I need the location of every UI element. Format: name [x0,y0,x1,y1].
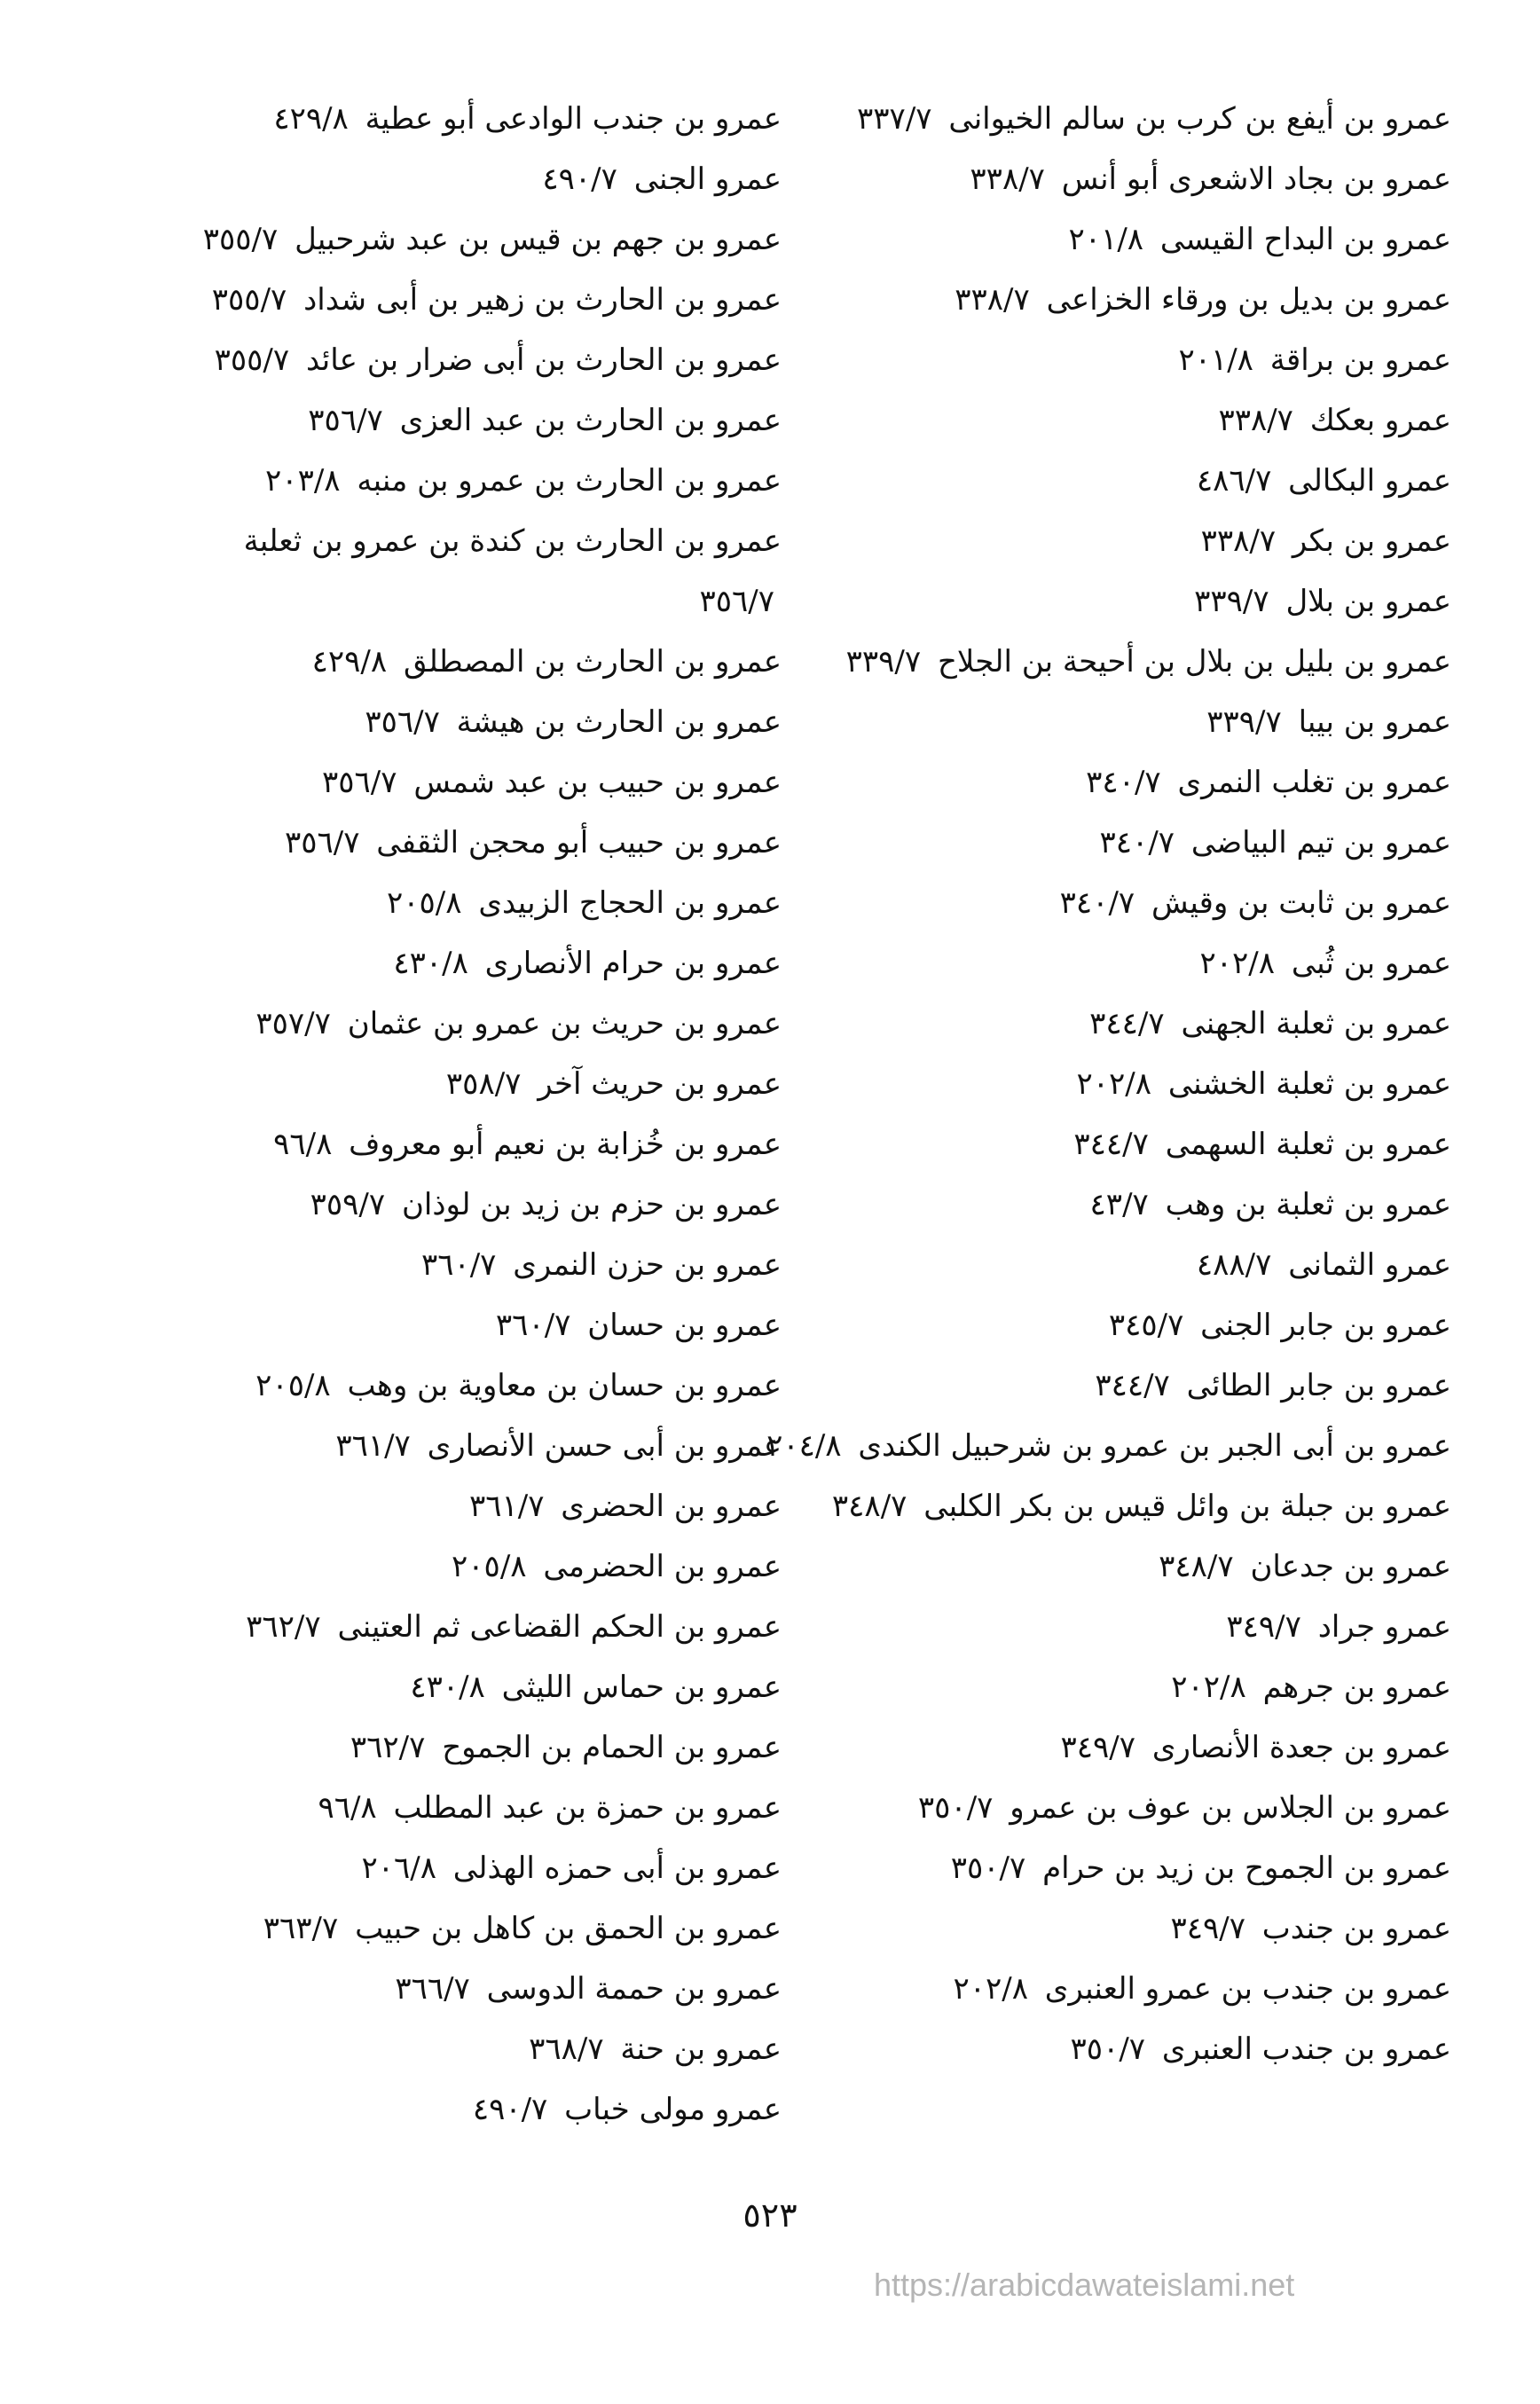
entry-name: عمرو بن براقة [1269,342,1451,378]
index-entry [759,571,1451,632]
entry-reference: ٢٠٢/٨ [1171,1669,1246,1705]
index-entry [161,1054,782,1114]
entry-reference: ٣٦٨/٧ [529,2031,604,2067]
index-entry [161,752,782,813]
entry-name: عمرو بن ثعلبة الجهنى [1181,1006,1451,1041]
index-entry [161,149,782,209]
entry-reference: ٣٤٩/٧ [1226,1609,1301,1645]
entry-name: عمرو بن جدعان [1250,1549,1451,1584]
entry-name: عمرو بن تغلب النمرى [1177,765,1451,800]
entry-reference: ٤٩٠/٧ [472,2092,548,2127]
entry-name: عمرو بن أبى حسن الأنصارى [427,1428,782,1464]
entry-reference: ٣٥٥/٧ [202,222,279,257]
entry-reference: ٣٤٤/٧ [1095,1368,1170,1403]
entry-reference: ٤٣٠/٨ [393,946,468,981]
entry-name: عمرو بن جندب العنبرى [1161,2031,1451,2067]
entry-name: عمرو بن حريث آخر [538,1066,782,1102]
entry-name: عمرو بن حرام الأنصارى [484,946,782,981]
entry-name: عمرو بن الحارث بن عمرو بن منبه [357,463,782,499]
index-entry [161,813,782,873]
entry-reference: ٣٣٨/٧ [955,282,1030,318]
entry-name: عمرو البكالى [1288,463,1451,499]
index-entry [759,1717,1451,1778]
index-entry [161,270,782,330]
index-entry [161,1355,782,1416]
entry-reference: ٢٠٣/٨ [265,463,341,499]
entry-reference: ٤٢٩/٨ [273,101,349,137]
index-entry [161,1838,782,1898]
index-entry [161,2079,782,2140]
entry-reference: ٣٦٦/٧ [395,1971,470,2007]
entry-name: عمرو بن ثعلبة السهمى [1165,1127,1451,1162]
index-entry [759,2019,1451,2079]
entry-reference: ٣٥٩/٧ [310,1187,386,1222]
entry-name: عمرو بن الحارث بن هيشة [456,704,782,740]
index-entry [759,89,1451,149]
watermark-url: https://arabicdawateislami.net [874,2267,1295,2303]
entry-reference: ٣٤٩/٧ [1060,1730,1136,1765]
entry-reference: ٤٩٠/٧ [542,161,617,197]
index-entry [161,1597,782,1657]
index-entry [759,330,1451,390]
entry-name: عمرو بن بيبا [1298,704,1451,740]
entry-name: عمرو بن الحضرمى [543,1549,782,1584]
entry-reference: ٣٣٧/٧ [857,101,932,137]
entry-name: عمرو بن جندب [1261,1911,1451,1946]
entry-name: عمرو بن حماس الليثى [501,1669,782,1705]
entry-reference: ٣٤٠/٧ [1099,825,1175,860]
entry-name: عمرو بن حزم بن زيد بن لوذان [401,1187,782,1222]
index-entry [161,1657,782,1717]
entry-name: عمرو بن خُزابة بن نعيم أبو معروف [349,1127,782,1162]
entry-reference: ٣٥٦/٧ [699,584,774,619]
entry-name: عمرو بعكك [1309,403,1451,438]
entry-name: عمرو بن الحارث بن أبى ضرار بن عائد [305,342,782,378]
entry-name: عمرو بن حنة [620,2031,782,2067]
index-entry [161,994,782,1054]
entry-name: عمرو بن جندب بن عمرو العنبرى [1044,1971,1451,2007]
index-entry [161,511,782,632]
index-entry [161,1476,782,1536]
entry-reference: ٣٦٢/٧ [246,1609,321,1645]
entry-reference: ٤٣/٧ [1089,1187,1149,1222]
index-entry [759,1235,1451,1295]
entry-reference: ٣٥٠/٧ [917,1790,994,1826]
index-entry [759,632,1451,692]
entry-name: عمرو بن حممة الدوسى [486,1971,782,2007]
entry-reference: ٣٤٠/٧ [1059,885,1135,921]
index-entry [759,1838,1451,1898]
entry-name: عمرو بن حسان بن معاوية بن وهب [347,1368,782,1403]
index-entry [759,390,1451,451]
entry-name: عمرو بن حمزة بن عبد المطلب [393,1790,782,1826]
index-entry [759,994,1451,1054]
index-entry [759,752,1451,813]
index-entry [161,873,782,933]
entry-reference: ٣٤٠/٧ [1086,765,1161,800]
entry-reference: ٣٣٩/٧ [1194,584,1269,619]
entry-reference: ٢٠٥/٨ [387,885,462,921]
entry-reference: ٣٦١/٧ [335,1428,411,1464]
entry-name: عمرو بن حسان [587,1308,782,1343]
index-entry [759,1355,1451,1416]
index-entry [161,1416,782,1476]
entry-reference: ٩٦/٨ [318,1790,377,1826]
entry-name: عمرو بن حبيب بن عبد شمس [413,765,782,800]
entry-name: عمرو بن بليل بن بلال بن أحيحة بن الجلاح [937,644,1451,680]
entry-reference: ٣٥٧/٧ [255,1006,331,1041]
entry-name: عمرو بن ثُبى [1291,946,1451,981]
entry-name: عمرو بن ثعلبة الخشنى [1167,1066,1451,1102]
entry-name: عمرو بن الحمق بن كاهل بن حبيب [355,1911,782,1946]
index-entry [161,330,782,390]
index-entry [759,692,1451,752]
index-column-right [759,89,1451,2079]
entry-name: عمرو بن جابر الجنى [1200,1308,1451,1343]
index-entry [759,1114,1451,1175]
index-entry [161,390,782,451]
entry-reference: ٢٠٢/٨ [1199,946,1276,981]
index-entry [759,451,1451,511]
index-entry [759,873,1451,933]
entry-reference: ٣٥٥/٧ [211,282,287,318]
entry-reference: ٢٠٢/٨ [953,1971,1028,2007]
entry-name: عمرو بن الحارث بن زهير بن أبى شداد [303,282,782,318]
entry-reference: ٢٠٢/٨ [1076,1066,1151,1102]
entry-reference: ٢٠١/٨ [1178,342,1253,378]
index-column-left [161,89,782,2140]
index-entry [759,813,1451,873]
index-entry [759,1476,1451,1536]
entry-name: عمرو بن الجلاس بن عوف بن عمرو [1010,1790,1451,1826]
entry-reference: ٣٤٩/٧ [1170,1911,1245,1946]
index-entry [161,1717,782,1778]
index-entry [759,511,1451,571]
entry-reference: ٣٥٦/٧ [308,403,383,438]
entry-name: عمرو بن جبلة بن وائل قيس بن بكر الكلبى [923,1489,1451,1524]
entry-reference: ٣٦٢/٧ [350,1730,426,1765]
entry-reference: ٤٨٦/٧ [1196,463,1272,499]
entry-name: عمرو بن جعدة الأنصارى [1151,1730,1451,1765]
index-entry [759,1597,1451,1657]
entry-reference: ٣٦٠/٧ [495,1308,571,1343]
entry-name: عمرو بن بديل بن ورقاء الخزاعى [1046,282,1451,318]
entry-name: عمرو بن حزن النمرى [513,1247,782,1283]
entry-name: عمرو بن أبى حمزه الهذلى [452,1850,782,1886]
entry-name: عمرو بن الحارث بن عبد العزى [399,403,782,438]
entry-name: عمرو بن الحارث بن المصطلق [403,644,782,680]
entry-name: عمرو بن الحكم القضاعى ثم العتينى [337,1609,782,1645]
entry-name: عمرو بن حبيب أبو محجن الثقفى [376,825,782,860]
entry-reference: ٢٠٤/٨ [766,1428,842,1464]
entry-reference: ٢٠٥/٨ [255,1368,331,1403]
entry-reference: ٤٢٩/٨ [311,644,388,680]
entry-reference: ٣٥٦/٧ [365,704,440,740]
entry-reference: ٤٣٠/٨ [410,1669,485,1705]
entry-name: عمرو مولى خباب [564,2092,782,2127]
entry-name: عمرو جراد [1317,1609,1451,1645]
entry-reference: ٣٤٤/٧ [1073,1127,1149,1162]
entry-reference: ٣٤٨/٧ [831,1489,908,1524]
index-entry [161,1175,782,1235]
index-entry [759,1778,1451,1838]
entry-reference: ٣٤٤/٧ [1089,1006,1165,1041]
entry-name: عمرو بن تيم البياضى [1190,825,1451,860]
entry-name: عمرو بن البداح القيسى [1159,222,1451,257]
entry-name: عمرو بن ثعلبة بن وهب [1165,1187,1451,1222]
entry-reference: ٩٦/٨ [273,1127,333,1162]
index-entry [161,1778,782,1838]
entry-reference: ٣٥٨/٧ [445,1066,522,1102]
index-entry [161,1235,782,1295]
entry-reference: ٣٥٠/٧ [950,1850,1026,1886]
index-entry [759,149,1451,209]
index-entry [759,1416,1451,1476]
index-entry [161,933,782,994]
index-entry [161,1898,782,1959]
index-entry [161,1959,782,2019]
entry-name: عمرو بن الحارث بن كندة بن عمرو بن ثعلبة [243,523,782,559]
entry-reference: ٣٦٣/٧ [263,1911,339,1946]
entry-name: عمرو بن الحمام بن الجموح [442,1730,782,1765]
entry-reference: ٢٠٦/٨ [361,1850,436,1886]
index-entry [759,1295,1451,1355]
entry-reference: ٣٦٠/٧ [420,1247,497,1283]
entry-name: عمرو بن أبى الجبر بن عمرو بن شرحبيل الكندى [858,1428,1451,1464]
entry-reference: ٣٣٩/٧ [845,644,922,680]
entry-name: عمرو بن جهم بن قيس بن عبد شرحبيل [295,222,782,257]
index-entry [161,1114,782,1175]
index-entry [161,451,782,511]
entry-reference: ٢٠٥/٨ [452,1549,527,1584]
entry-reference: ٣٣٨/٧ [970,161,1045,197]
entry-reference: ٣٥٠/٧ [1070,2031,1146,2067]
index-entry [759,933,1451,994]
index-entry [161,89,782,149]
entry-reference: ٣٣٨/٧ [1218,403,1293,438]
entry-reference: ٣٣٨/٧ [1200,523,1277,559]
entry-name: عمرو بن الجموح بن زيد بن حرام [1042,1850,1451,1886]
entry-name: عمرو بن حريث بن عمرو بن عثمان [347,1006,782,1041]
entry-reference: ٣٤٥/٧ [1108,1308,1184,1343]
index-entry [759,1175,1451,1235]
entry-name: عمرو بن بلال [1285,584,1451,619]
index-entry [759,1054,1451,1114]
entry-name: عمرو بن الحضرى [561,1489,782,1524]
entry-name: عمرو بن جندب الوادعى أبو عطية [365,101,782,137]
index-entry [759,1657,1451,1717]
entry-name: عمرو بن الحجاج الزبيدى [478,885,782,921]
entry-reference: ٣٥٥/٧ [214,342,290,378]
entry-name: عمرو بن جرهم [1262,1669,1451,1705]
entry-reference: ٢٠١/٨ [1068,222,1144,257]
index-entry [161,1295,782,1355]
index-entry [161,1536,782,1597]
entry-name: عمرو بن ثابت بن وقيش [1151,885,1451,921]
index-entry [759,270,1451,330]
entry-name: عمرو بن أيفع بن كرب بن سالم الخيوانى [948,101,1451,137]
index-entry [759,209,1451,270]
entry-reference: ٣٥٦/٧ [284,825,360,860]
index-entry [161,209,782,270]
index-entry [161,632,782,692]
index-entry [759,1536,1451,1597]
entry-reference: ٣٦١/٧ [468,1489,545,1524]
index-entry [759,1898,1451,1959]
entry-name: عمرو الثمانى [1288,1247,1451,1283]
entry-name: عمرو بن بجاد الاشعرى أبو أنس [1061,161,1451,197]
index-entry [759,1959,1451,2019]
page-number: ٥٢٣ [742,2196,798,2235]
entry-name: عمرو الجنى [633,161,782,197]
entry-reference: ٤٨٨/٧ [1196,1247,1272,1283]
entry-reference: ٣٥٦/٧ [322,765,397,800]
entry-reference: ٣٤٨/٧ [1159,1549,1234,1584]
index-entry [161,692,782,752]
entry-reference: ٣٣٩/٧ [1206,704,1282,740]
entry-name: عمرو بن جابر الطائى [1186,1368,1451,1403]
entry-name: عمرو بن بكر [1292,523,1451,559]
index-entry [161,2019,782,2079]
